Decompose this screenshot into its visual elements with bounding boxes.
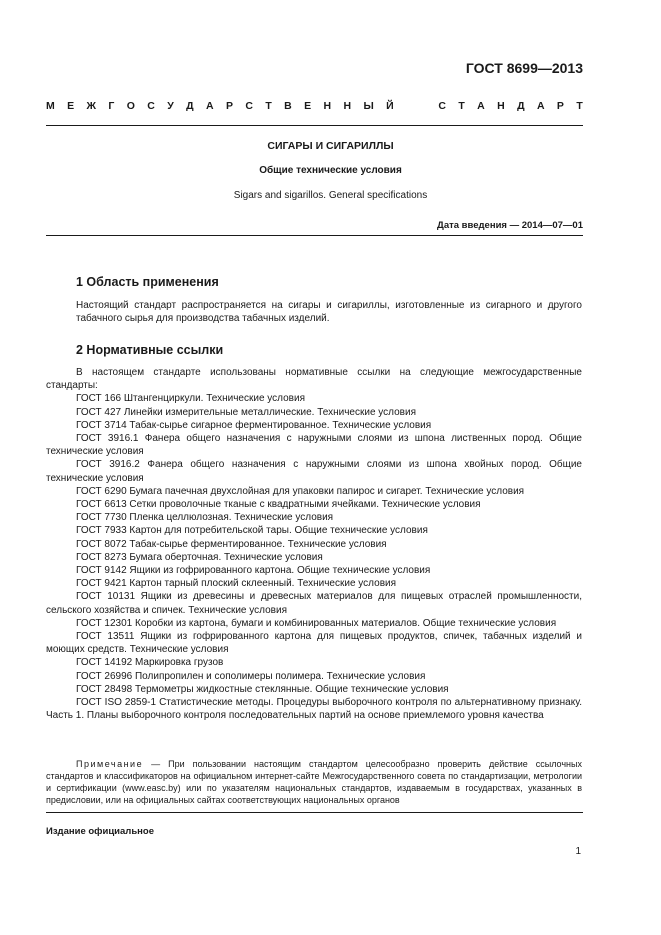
banner-letter: С <box>147 100 155 112</box>
reference-item: ГОСТ 9421 Картон тарный плоский склеенный. Технические условия <box>76 578 397 590</box>
banner-letter: Й <box>386 100 394 112</box>
reference-item: ГОСТ 9142 Ящики из гофрированного картона. Общие технические условия <box>76 565 431 577</box>
banner-letter: А <box>536 100 545 112</box>
banner-letter: Е <box>67 100 75 112</box>
banner-letter: Н <box>343 100 352 112</box>
reference-item: ГОСТ 12301 Коробки из картона, бумаги и комбинированных материалов. Общие технические условия <box>76 617 557 629</box>
section-1-text: Настоящий стандарт распространяется на сигары и сигариллы, изготовленные из сигарного и другого табачного сырья для производства табачных изделий. <box>76 300 582 324</box>
reference-item: ГОСТ 26996 Полипропилен и сополимеры полимера. Технические условия <box>76 670 426 682</box>
banner-letter: Ж <box>86 100 97 112</box>
banner-letter: М <box>46 100 55 112</box>
banner-letter: У <box>167 100 174 112</box>
banner-letter: Д <box>517 100 525 112</box>
reference-item: ГОСТ 10131 Ящики из древесины и древесных материалов для пищевых отраслей промышленности, сельского хозяйства и спичек. Технические условия <box>46 591 582 616</box>
reference-item: ГОСТ 13511 Ящики из гофрированного картона для пищевых продуктов, спичек, табачных изделий и моющих средств. Технические условия <box>46 631 582 656</box>
reference-item: ГОСТ 14192 Маркировка грузов <box>76 657 224 669</box>
reference-item: ГОСТ 8072 Табак-сырье ферментированное. Технические условия <box>76 538 387 550</box>
reference-item: ГОСТ 6290 Бумага пачечная двухслойная для упаковки папирос и сигарет. Технические условия <box>76 485 525 497</box>
note-text: — При пользовании настоящим стандартом целесообразно проверить действие ссылочных стандартов и классификаторов на официальном интернет-сайте Межгосударственного совета по стандартизации, метрологии и сертификации (www.easc.by) или по указателям национальных стандартов, издаваемым в государствах, указанных в предисловии, или на официальных сайтах соответствующих национальных органов <box>46 759 582 805</box>
banner-letter: Р <box>556 100 564 112</box>
banner-letter: Т <box>576 100 583 112</box>
introduction-date: Дата введения — 2014—07—01 <box>437 220 583 231</box>
standard-type-banner <box>46 100 583 112</box>
reference-item: ГОСТ 8273 Бумага оберточная. Технические условия <box>76 551 323 563</box>
banner-letter: Т <box>458 100 465 112</box>
section-2-heading: 2 Нормативные ссылки <box>76 343 224 357</box>
banner-letter: Н <box>497 100 505 112</box>
banner-letter: С <box>245 100 253 112</box>
banner-gap <box>406 100 426 112</box>
edition-label: Издание официальное <box>46 826 154 837</box>
banner-letter: А <box>477 100 485 112</box>
banner-letter: Ы <box>363 100 374 112</box>
header-rule <box>46 125 583 126</box>
document-title: СИГАРЫ И СИГАРИЛЛЫ <box>267 140 394 152</box>
note-label: Примечание <box>76 759 144 769</box>
banner-letter: А <box>206 100 214 112</box>
banner-letter: С <box>438 100 446 112</box>
banner-letter: Н <box>323 100 332 112</box>
reference-item: ГОСТ 166 Штангенциркули. Технические условия <box>76 393 305 405</box>
reference-item: ГОСТ 3714 Табак-сырье сигарное ферментированное. Технические условия <box>76 419 432 431</box>
reference-item: ГОСТ 7730 Пленка целлюлозная. Технические условия <box>76 512 334 524</box>
reference-item: ГОСТ ISO 2859-1 Статистические методы. Процедуры выборочного контроля по альтернативному признаку. Часть 1. Планы выборочного контроля последовательных партий на основе приемлемого уровня качества <box>46 697 582 722</box>
reference-item: ГОСТ 427 Линейки измерительные металлические. Технические условия <box>76 406 416 418</box>
reference-item: ГОСТ 7933 Картон для потребительской тары. Общие технические условия <box>76 525 428 537</box>
page-number: 1 <box>575 846 581 857</box>
document-code: ГОСТ 8699—2013 <box>465 60 583 76</box>
banner-letter: В <box>284 100 292 112</box>
banner-letter: Д <box>186 100 194 112</box>
note-paragraph <box>46 758 582 806</box>
reference-item: ГОСТ 3916.2 Фанера общего назначения с наружными слоями из шпона хвойных пород. Общие технические условия <box>46 459 582 484</box>
title-block-rule <box>46 235 583 236</box>
banner-letter: Т <box>265 100 272 112</box>
document-title-english: Sigars and sigarillos. General specifications <box>233 190 428 201</box>
banner-letter: О <box>126 100 135 112</box>
banner-letter: Г <box>108 100 115 112</box>
section-1-heading: 1 Область применения <box>76 275 219 289</box>
reference-item: ГОСТ 28498 Термометры жидкостные стеклянные. Общие технические условия <box>76 683 449 695</box>
banner-letter: Р <box>225 100 233 112</box>
document-subtitle: Общие технические условия <box>259 165 402 176</box>
reference-item: ГОСТ 3916.1 Фанера общего назначения с наружными слоями из шпона лиственных пород. Общие технические условия <box>46 433 582 458</box>
normative-references <box>46 366 582 722</box>
banner-letter: Е <box>304 100 312 112</box>
references-intro: В настоящем стандарте использованы нормативные ссылки на следующие межгосударственные стандарты: <box>46 367 582 392</box>
reference-item: ГОСТ 6613 Сетки проволочные тканые с квадратными ячейками. Технические условия <box>76 499 481 511</box>
footer-rule <box>46 812 583 813</box>
